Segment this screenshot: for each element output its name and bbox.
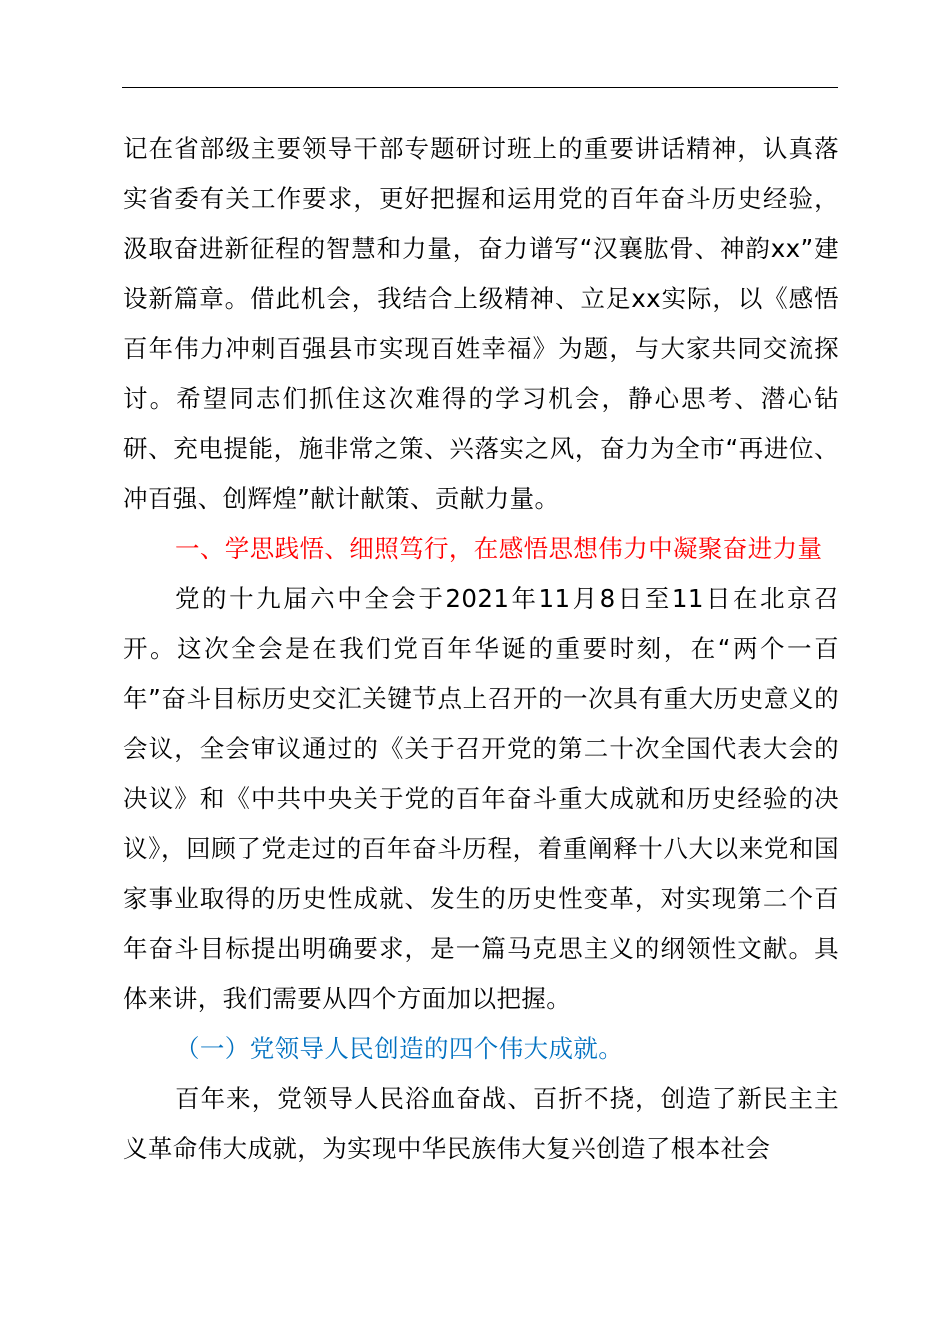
document-body (123, 124, 839, 1174)
section-heading-1: 一、学思践悟、细照笃行，在感悟思想伟力中凝聚奋进力量 (175, 534, 823, 563)
header-rule (122, 87, 838, 88)
subsection-heading-1: （一）党领导人民创造的四个伟大成就。 (175, 1034, 624, 1063)
paragraph-plenum: 党的十九届六中全会于2021年11月8日至11日在北京召开。这次全会是在我们党百年华诞的重要时刻，在“两个一百年”奋斗目标历史交汇关键节点上召开的一次具有重大历史意义的会议，全会审议通过的《关于召开党的第二十次全国代表大会的决议》和《中共中央关于党的百年奋斗重大成就和历史经验的决议》，回顾了党走过的百年奋斗历程，着重阐释十八大以来党和国家事业取得的历史性成就、发生的历史性变革，对实现第二个百年奋斗目标提出明确要求，是一篇马克思主义的纲领性文献。具体来讲，我们需要从四个方面加以把握。 (123, 584, 839, 1013)
paragraph-achievements: 百年来，党领导人民浴血奋战、百折不挠，创造了新民主主义革命伟大成就，为实现中华民族伟大复兴创造了根本社会 (123, 1084, 839, 1163)
paragraph-intro: 记在省部级主要领导干部专题研讨班上的重要讲话精神，认真落实省委有关工作要求，更好把握和运用党的百年奋斗历史经验，汲取奋进新征程的智慧和力量，奋力谱写“汉襄肱骨、神韵xx”建设新篇章。借此机会，我结合上级精神、立足xx实际，以《感悟百年伟力冲刺百强县市实现百姓幸福》为题，与大家共同交流探讨。希望同志们抓住这次难得的学习机会，静心思考、潜心钻研、充电提能，施非常之策、兴落实之风，奋力为全市“再进位、冲百强、创辉煌”献计献策、贡献力量。 (123, 134, 839, 513)
